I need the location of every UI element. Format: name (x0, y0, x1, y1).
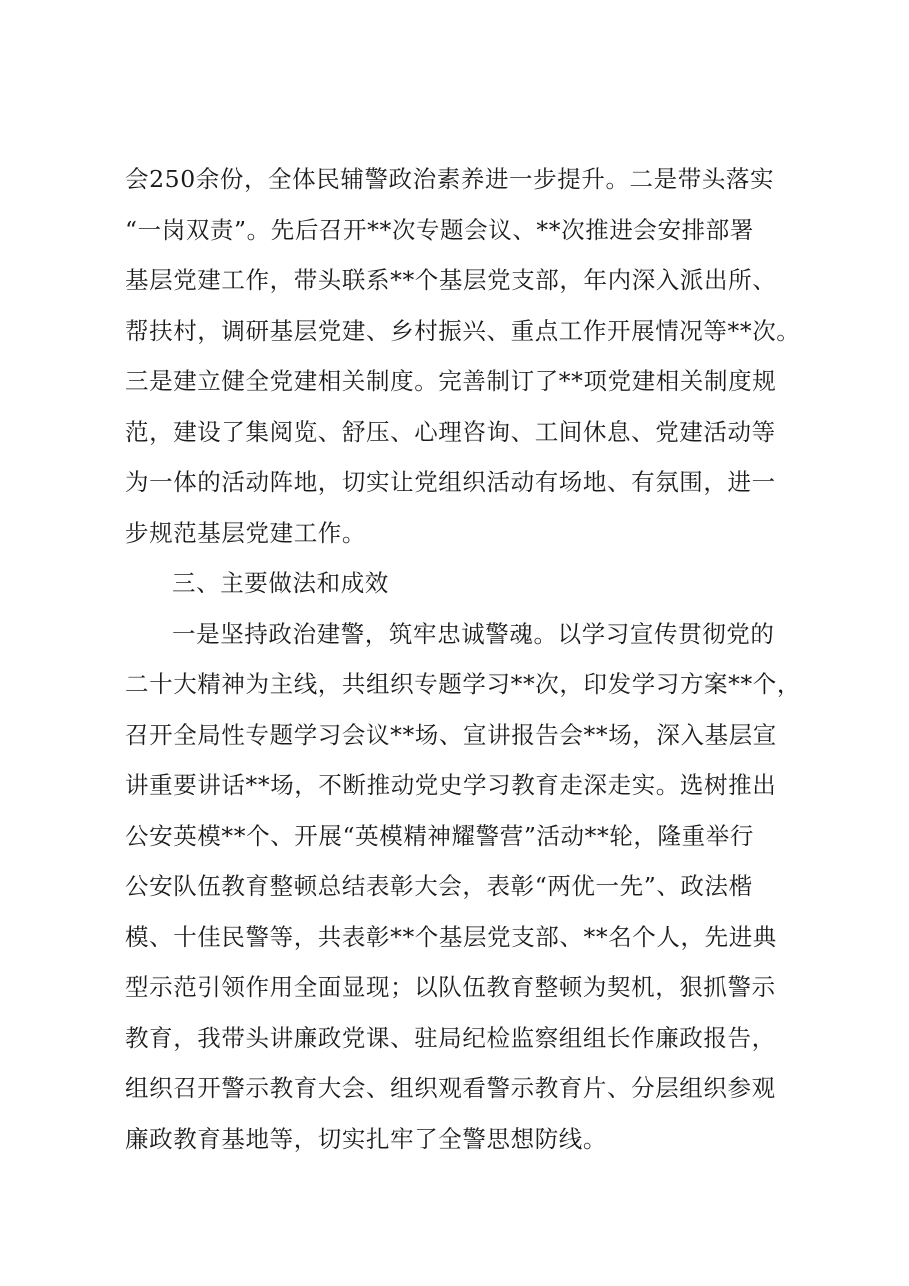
paragraph-line: 一是坚持政治建警，筑牢忠诚警魂。以学习宣传贯彻党的 (172, 619, 775, 648)
paragraph-line: 组织召开警示教育大会、组织观看警示教育片、分层组织参观 (125, 1074, 776, 1102)
paragraph-line: 廉政教育基地等，切实扎牢了全警思想防线。 (125, 1124, 607, 1153)
paragraph-line: 公安队伍教育整顿总结表彰大会，表彰“两优一先”、政法楷 (125, 872, 753, 900)
paragraph-line: 基层党建工作，带头联系**个基层党支部，年内深入派出所、 (125, 266, 777, 294)
paragraph-line: 模、十佳民警等，共表彰**个基层党支部、**名个人，先进典 (125, 922, 777, 951)
paragraph-line: 会250余份，全体民辅警政治素养进一步提升。二是带头落实 (125, 165, 775, 193)
paragraph-line: 三是建立健全党建相关制度。完善制订了**项党建相关制度规 (125, 367, 777, 395)
document-body (125, 154, 815, 1164)
paragraph-line: 步规范基层党建工作。 (125, 518, 366, 547)
paragraph-line: 型示范引领作用全面显现；以队伍教育整顿为契机，狠抓警示 (125, 973, 776, 1001)
paragraph-line: 教育，我带头讲廉政党课、驻局纪检监察组组长作廉政报告， (125, 1023, 776, 1052)
section-heading: 三、主要做法和成效 (172, 569, 389, 597)
paragraph-line: 为一体的活动阵地，切实让党组织活动有场地、有氛围，进一 (125, 468, 776, 496)
paragraph-line: 范，建设了集阅览、舒压、心理咨询、工间休息、党建活动等 (125, 417, 776, 446)
paragraph-line: 讲重要讲话**场，不断推动党史学习教育走深走实。选树推出 (125, 771, 777, 799)
paragraph-line: 召开全局性专题学习会议**场、宣讲报告会**场，深入基层宣 (125, 720, 777, 749)
paragraph-line: 公安英模**个、开展“英模精神耀警营”活动**轮，隆重举行 (125, 821, 754, 850)
paragraph-line: “一岗双责”。先后召开**次专题会议、**次推进会安排部署 (125, 215, 754, 244)
paragraph-line: 帮扶村，调研基层党建、乡村振兴、重点工作开展情况等**次。 (125, 316, 801, 345)
paragraph-line: 二十大精神为主线，共组织专题学习**次，印发学习方案**个， (125, 670, 801, 698)
